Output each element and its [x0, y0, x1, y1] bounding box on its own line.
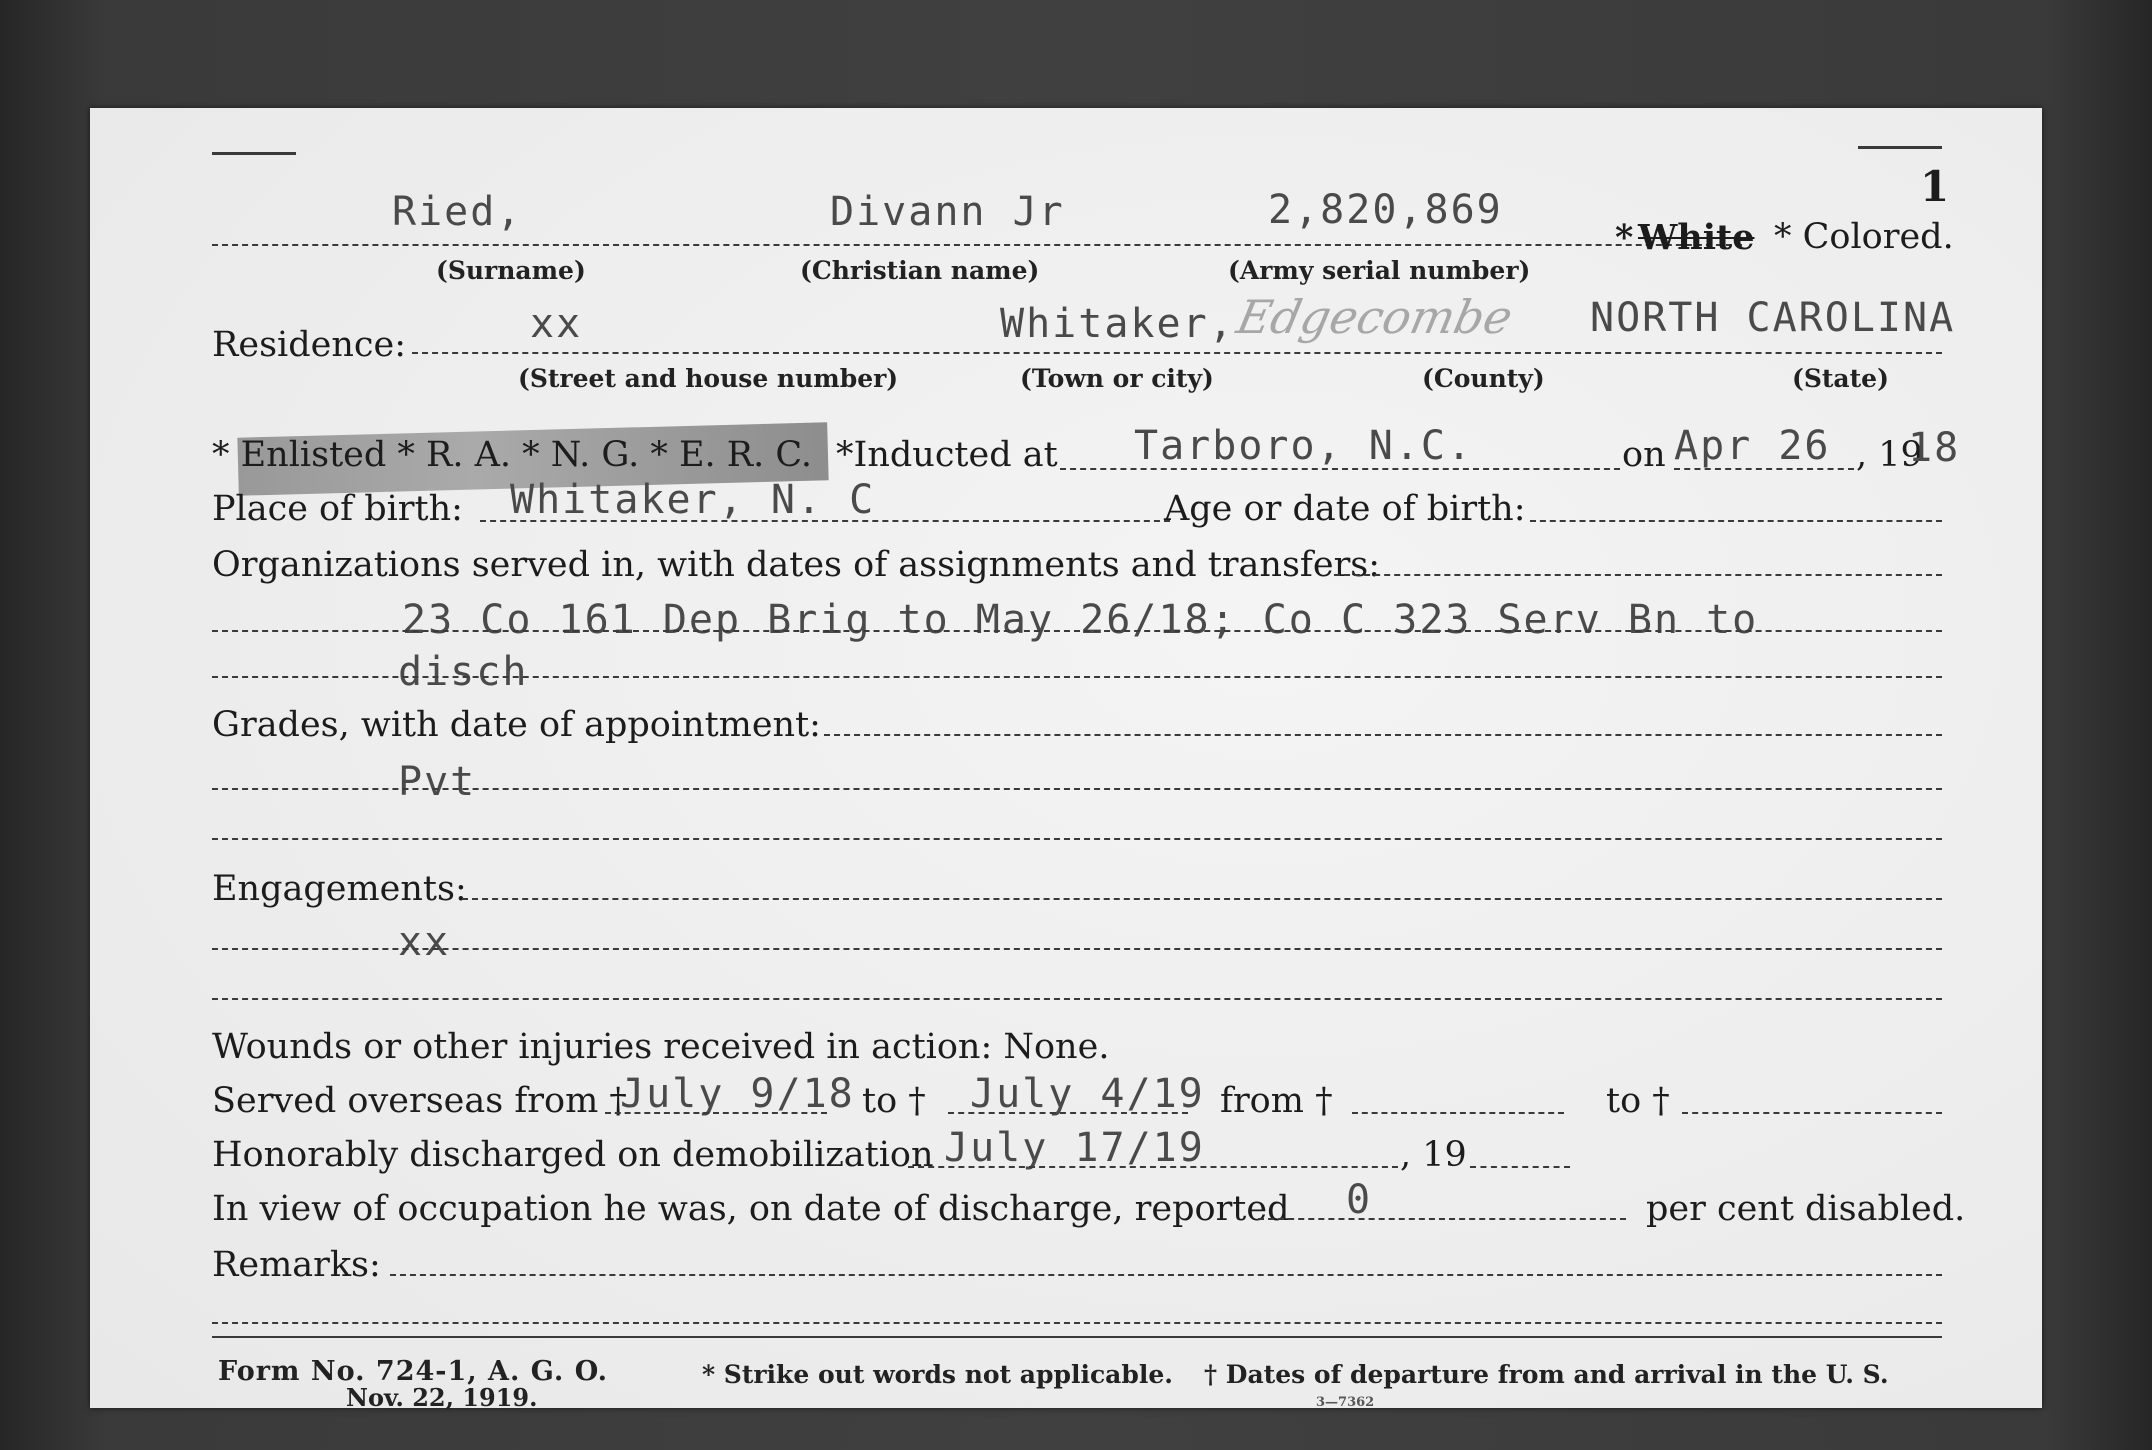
surname-value: Ried, [392, 189, 523, 235]
on-label: on [1622, 435, 1666, 475]
state-value: NORTH CAROLINA [1590, 295, 1956, 341]
race-colored: * Colored. [1774, 217, 1954, 257]
footer-rule [212, 1336, 1942, 1338]
strike-note: * Strike out words not applicable. [702, 1360, 1173, 1389]
birth-line [480, 520, 1170, 522]
overseas-to-value: July 4/19 [970, 1071, 1205, 1117]
organizations-line2-value: disch [398, 649, 529, 695]
remarks-line2 [212, 1322, 1942, 1324]
remarks-label: Remarks: [212, 1245, 381, 1285]
wounds-statement: Wounds or other injuries received in action: None. [212, 1027, 1110, 1067]
surname-caption: (Surname) [436, 256, 586, 285]
name-line [212, 244, 1742, 246]
state-caption: (State) [1792, 364, 1889, 393]
engagements-line1 [212, 948, 1942, 950]
county-caption: (County) [1422, 364, 1545, 393]
discharge-line [908, 1166, 1398, 1168]
town-value: Whitaker, [1000, 301, 1235, 347]
overseas-to-line [948, 1112, 1188, 1114]
army-serial-caption: (Army serial number) [1228, 256, 1531, 285]
age-line [1530, 520, 1942, 522]
disability-value: 0 [1346, 1177, 1373, 1223]
organizations-line1 [212, 630, 1942, 632]
race-white: White [1638, 217, 1755, 258]
top-left-mark [212, 152, 296, 155]
form-number: Form No. 724-1, A. G. O. [218, 1356, 609, 1387]
town-caption: (Town or city) [1020, 364, 1214, 393]
disability-label: In view of occupation he was, on date of discharge, reported [212, 1189, 1290, 1229]
grades-label: Grades, with date of appointment: [212, 705, 821, 745]
grades-line2 [212, 838, 1942, 840]
grades-label-line [824, 734, 1942, 736]
residence-line [412, 352, 1942, 354]
induction-date-value: Apr 26 [1674, 423, 1831, 469]
service-record-card [90, 108, 2042, 1412]
place-of-birth-label: Place of birth: [212, 489, 463, 529]
printer-code: 3—7362 [1316, 1395, 1375, 1410]
discharge-year-line [1470, 1166, 1570, 1168]
form-date: Nov. 22, 1919. [346, 1383, 538, 1412]
top-right-mark [1858, 146, 1942, 149]
overseas-from-line [605, 1112, 827, 1114]
christian-name-value: Divann Jr [830, 189, 1065, 235]
remarks-line1 [390, 1274, 1942, 1276]
inducted-line [1060, 468, 1620, 470]
street-caption: (Street and house number) [518, 364, 899, 393]
year-suffix-value: 18 [1908, 425, 1961, 471]
induction-date-line [1674, 468, 1854, 470]
overseas-to2-line [1682, 1112, 1942, 1114]
card-number: 1 [1920, 162, 1950, 211]
grades-line1 [212, 788, 1942, 790]
grades-value: Pvt [398, 759, 477, 805]
engagements-label-line [462, 898, 1942, 900]
overseas-from-value: July 9/18 [620, 1071, 855, 1117]
dagger-note: † Dates of departure from and arrival in the U. S. [1204, 1360, 1889, 1389]
organizations-line2 [212, 676, 1942, 678]
race-prefix: * [1615, 217, 1634, 258]
engagements-label: Engagements: [212, 869, 467, 909]
year-prefix: , 19 [1856, 435, 1923, 475]
overseas-from2-label: from † [1220, 1081, 1333, 1121]
inducted-label: *Inducted at [836, 435, 1058, 475]
army-serial-value: 2,820,869 [1268, 187, 1503, 233]
overseas-from2-line [1352, 1112, 1564, 1114]
discharge-date-value: July 17/19 [944, 1125, 1205, 1171]
enlistment-options: * Enlisted * R. A. * N. G. * E. R. C. [212, 435, 813, 475]
engagements-value: xx [398, 919, 451, 965]
organizations-line1-value: 23 Co 161 Dep Brig to May 26/18; Co C 323 Serv Bn to [402, 597, 1759, 643]
disability-line [1258, 1218, 1626, 1220]
age-label: Age or date of birth: [1164, 489, 1526, 529]
disability-suffix: per cent disabled. [1646, 1189, 1966, 1229]
overseas-label: Served overseas from † [212, 1081, 627, 1121]
county-value: Edgecombe [1232, 290, 1518, 344]
organizations-label-line [1334, 574, 1942, 576]
street-value: xx [530, 301, 583, 347]
place-of-birth-value: Whitaker, N. C [510, 477, 876, 523]
discharge-year-label: , 19 [1400, 1135, 1467, 1175]
engagements-line2 [212, 998, 1942, 1000]
residence-label: Residence: [212, 325, 406, 365]
organizations-label: Organizations served in, with dates of assignments and transfers: [212, 545, 1381, 585]
overseas-to-label: to † [862, 1081, 926, 1121]
overseas-to2-label: to † [1606, 1081, 1670, 1121]
inducted-place-value: Tarboro, N.C. [1134, 423, 1474, 469]
discharge-label: Honorably discharged on demobilization [212, 1135, 934, 1175]
christian-name-caption: (Christian name) [800, 256, 1040, 285]
